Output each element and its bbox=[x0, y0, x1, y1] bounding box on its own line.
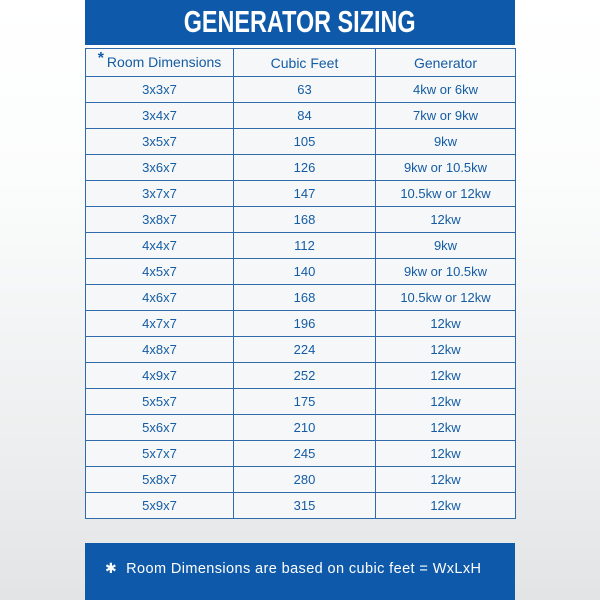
generator-cell: 9kw or 10.5kw bbox=[376, 155, 516, 181]
cubic-feet-cell: 168 bbox=[234, 207, 376, 233]
column-header-label: Room Dimensions bbox=[106, 53, 222, 70]
cubic-feet-cell: 126 bbox=[234, 155, 376, 181]
room-dimensions-cell: 5x9x7 bbox=[86, 493, 234, 519]
table-row bbox=[86, 311, 516, 337]
room-dimensions-cell: 3x4x7 bbox=[86, 103, 234, 129]
cubic-feet-cell: 252 bbox=[234, 363, 376, 389]
table-row bbox=[86, 233, 516, 259]
table-row bbox=[86, 77, 516, 103]
room-dimensions-cell: 5x7x7 bbox=[86, 441, 234, 467]
title-banner bbox=[85, 0, 515, 45]
cubic-feet-cell: 175 bbox=[234, 389, 376, 415]
room-dimensions-cell: 3x8x7 bbox=[86, 207, 234, 233]
generator-cell: 9kw bbox=[376, 129, 516, 155]
cubic-feet-cell: 84 bbox=[234, 103, 376, 129]
generator-cell: 12kw bbox=[376, 467, 516, 493]
table-row bbox=[86, 285, 516, 311]
table-row bbox=[86, 207, 516, 233]
generator-sizing-table bbox=[85, 48, 516, 519]
footnote-star-icon: ✱ bbox=[105, 560, 118, 576]
table-row bbox=[86, 155, 516, 181]
table-row bbox=[86, 415, 516, 441]
room-dimensions-cell: 5x5x7 bbox=[86, 389, 234, 415]
room-dimensions-cell: 4x9x7 bbox=[86, 363, 234, 389]
generator-cell: 9kw or 10.5kw bbox=[376, 259, 516, 285]
cubic-feet-cell: 168 bbox=[234, 285, 376, 311]
room-dimensions-cell: 4x8x7 bbox=[86, 337, 234, 363]
room-dimensions-cell: 4x7x7 bbox=[86, 311, 234, 337]
column-header-cubic-feet: Cubic Feet bbox=[234, 49, 376, 77]
cubic-feet-cell: 105 bbox=[234, 129, 376, 155]
cubic-feet-cell: 112 bbox=[234, 233, 376, 259]
table-row bbox=[86, 493, 516, 519]
table-row bbox=[86, 337, 516, 363]
cubic-feet-cell: 147 bbox=[234, 181, 376, 207]
room-dimensions-cell: 3x5x7 bbox=[86, 129, 234, 155]
table-row bbox=[86, 129, 516, 155]
generator-cell: 12kw bbox=[376, 337, 516, 363]
room-dimensions-cell: 3x7x7 bbox=[86, 181, 234, 207]
table-row bbox=[86, 363, 516, 389]
room-dimensions-cell: 4x5x7 bbox=[86, 259, 234, 285]
room-dimensions-cell: 3x3x7 bbox=[86, 77, 234, 103]
generator-cell: 12kw bbox=[376, 207, 516, 233]
table-row bbox=[86, 441, 516, 467]
room-dimensions-cell: 3x6x7 bbox=[86, 155, 234, 181]
generator-cell: 12kw bbox=[376, 441, 516, 467]
cubic-feet-cell: 224 bbox=[234, 337, 376, 363]
cubic-feet-cell: 196 bbox=[234, 311, 376, 337]
table-row bbox=[86, 181, 516, 207]
room-dimensions-cell: 4x6x7 bbox=[86, 285, 234, 311]
page-title: GENERATOR SIZING bbox=[184, 5, 416, 39]
generator-sizing-panel bbox=[85, 0, 515, 600]
cubic-feet-cell: 140 bbox=[234, 259, 376, 285]
footnote-text: Room Dimensions are based on cubic feet = WxLxH bbox=[126, 560, 482, 577]
room-dimensions-cell: 5x6x7 bbox=[86, 415, 234, 441]
table-header-row bbox=[86, 49, 516, 77]
cubic-feet-cell: 245 bbox=[234, 441, 376, 467]
room-dimensions-cell: 5x8x7 bbox=[86, 467, 234, 493]
generator-cell: 10.5kw or 12kw bbox=[376, 181, 516, 207]
cubic-feet-cell: 210 bbox=[234, 415, 376, 441]
generator-cell: 12kw bbox=[376, 363, 516, 389]
generator-cell: 12kw bbox=[376, 389, 516, 415]
table-row bbox=[86, 389, 516, 415]
generator-cell: 12kw bbox=[376, 415, 516, 441]
generator-cell: 12kw bbox=[376, 311, 516, 337]
cubic-feet-cell: 280 bbox=[234, 467, 376, 493]
generator-cell: 7kw or 9kw bbox=[376, 103, 516, 129]
room-dimensions-cell: 4x4x7 bbox=[86, 233, 234, 259]
table-body bbox=[86, 77, 516, 519]
cubic-feet-cell: 63 bbox=[234, 77, 376, 103]
table-row bbox=[86, 467, 516, 493]
column-header-room-dimensions bbox=[86, 49, 234, 77]
cubic-feet-cell: 315 bbox=[234, 493, 376, 519]
table-row bbox=[86, 259, 516, 285]
generator-cell: 10.5kw or 12kw bbox=[376, 285, 516, 311]
footnote-marker: * bbox=[97, 49, 104, 67]
column-header-generator: Generator bbox=[376, 49, 516, 77]
generator-cell: 4kw or 6kw bbox=[376, 77, 516, 103]
generator-cell: 12kw bbox=[376, 493, 516, 519]
footnote-banner bbox=[85, 543, 515, 600]
table-row bbox=[86, 103, 516, 129]
generator-cell: 9kw bbox=[376, 233, 516, 259]
